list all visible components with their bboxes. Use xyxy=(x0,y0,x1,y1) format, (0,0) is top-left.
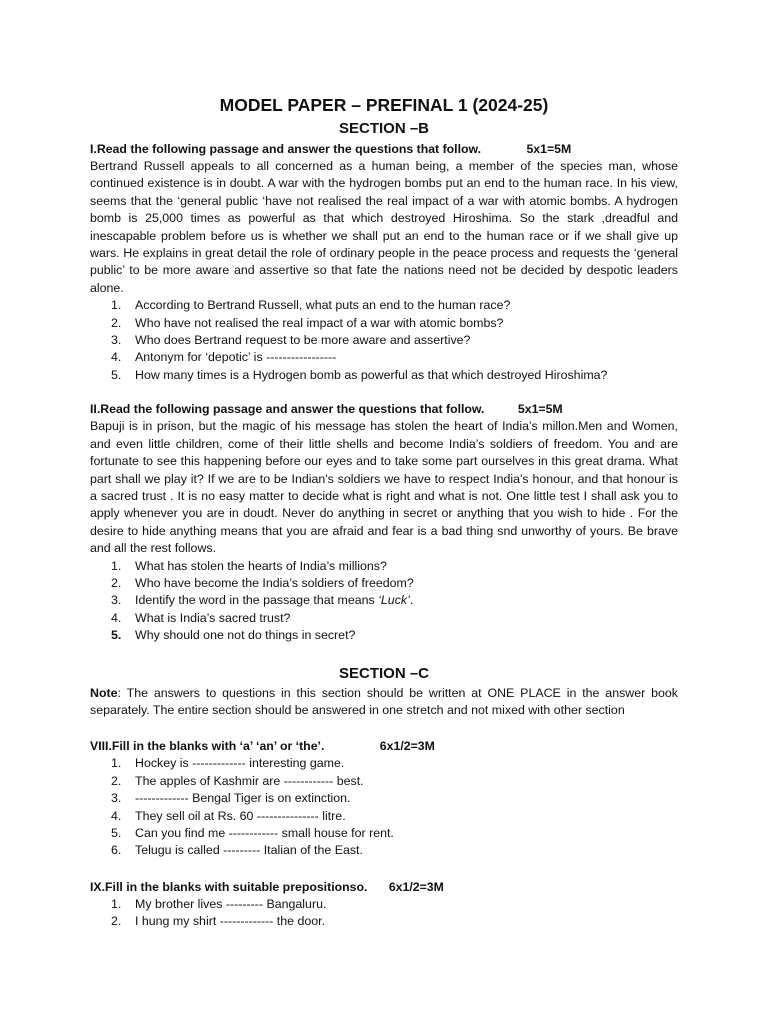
list-item xyxy=(90,297,678,314)
q2-heading-text: II.Read the following passage and answer the questions that follow. xyxy=(90,402,485,417)
item-text: Telugu is called --------- Italian of the East. xyxy=(135,843,363,858)
list-item xyxy=(90,808,678,825)
list-item xyxy=(90,315,678,332)
item-number: 1. xyxy=(111,896,122,911)
item-text: According to Bertrand Russell, what puts an end to the human race? xyxy=(135,298,511,313)
item-number: 2. xyxy=(111,575,122,590)
q2-marks: 5x1=5M xyxy=(517,402,563,417)
q9-heading-text: IX.Fill in the blanks with suitable prepositionso. xyxy=(90,879,368,894)
model-paper-page xyxy=(90,92,678,931)
item-text: Why should one not do things in secret? xyxy=(135,628,356,643)
list-item xyxy=(90,575,678,592)
item-text: How many times is a Hydrogen bomb as powerful as that which destroyed Hiroshima? xyxy=(135,367,608,382)
q1-passage: Bertrand Russell appeals to all concerned as a human being, a member of the species man, whose continued existence is in doubt. A war with the hydrogen bombs put an end to the human race. In his view, seems that the ‘general public ‘have not realised the real impact of a war with atomic bombs. A hydrogen bomb is 25,000 times as powerful as that which destroyed Hiroshima. So the stark ,dreadful and inescapable problem before us is whether we shall put an end to the human race or if we shall give up wars. He explains in great detail the role of ordinary people in the peace process and requests the ‘general public’ to be more aware and assertive so that fate the nations need not be decided by despotic leaders alone. xyxy=(90,159,678,295)
item-text: Who have become the India’s soldiers of freedom? xyxy=(135,575,414,590)
list-item xyxy=(90,349,678,366)
item-text: They sell oil at Rs. 60 --------------- litre. xyxy=(135,808,346,823)
item-text: Antonym for ‘depotic’ is ----------------- xyxy=(135,350,337,365)
note-label: Note xyxy=(90,685,118,700)
item-number: 4. xyxy=(111,350,122,365)
q2-passage: Bapuji is in prison, but the magic of his message has stolen the heart of India’s millon.Men and Women, and even little children, come of their little shells and become India’s soldiers of freedom. You and are fortunate to see this happening before our eyes and to take some part ourselves in this great drama. What part shall we play it? If we are to be Indian's soldiers we have to respect India's honour, and that honour is a sacred trust . It is no easy matter to decide what is right and what is not. One little test I shall ask you to apply whenever you are in doudt. Never do anything in secret or anything that you wish to hide . For the desire to hide anything means that you are afraid and fear is a bad thing snd unworthy of yours. Be brave and all the rest follows. xyxy=(90,419,678,556)
list-item xyxy=(90,755,678,772)
list-item xyxy=(90,367,678,384)
item-number: 6. xyxy=(111,843,122,858)
item-text: What has stolen the hearts of India’s millions? xyxy=(135,558,387,573)
section-b-heading: SECTION –B xyxy=(338,120,429,137)
item-text: What is India’s sacred trust? xyxy=(135,610,291,625)
item-text: Can you find me ------------ small house for rent. xyxy=(135,826,394,840)
item-number: 5. xyxy=(111,628,122,643)
q9-marks: 6x1/2=3M xyxy=(388,879,444,894)
item-text-tail: . xyxy=(409,593,414,608)
item-text: The apples of Kashmir are ------------ best. xyxy=(135,773,364,788)
section-c-heading: SECTION –C xyxy=(338,664,429,682)
item-text: Hockey is ------------- interesting game. xyxy=(135,756,345,771)
list-item xyxy=(90,627,678,644)
item-number: 3. xyxy=(111,593,122,608)
list-item xyxy=(90,773,678,790)
section-c-note xyxy=(90,685,678,720)
item-italic-word: ‘Luck’ xyxy=(378,593,410,608)
q8-question-list xyxy=(90,755,678,859)
item-text: I hung my shirt ------------- the door. xyxy=(135,914,326,929)
item-number: 1. xyxy=(111,298,122,313)
item-number: 3. xyxy=(111,791,122,806)
page-title: MODEL PAPER – PREFINAL 1 (2024-25) xyxy=(219,95,549,115)
item-text: ------------- Bengal Tiger is on extinction. xyxy=(135,791,351,806)
q9-heading xyxy=(90,878,678,896)
list-item xyxy=(90,610,678,627)
list-item xyxy=(90,790,678,807)
item-number: 4. xyxy=(111,610,122,625)
item-text: My brother lives --------- Bangaluru. xyxy=(135,896,327,911)
list-item xyxy=(90,558,678,575)
q1-heading-text: I.Read the following passage and answer the questions that follow. xyxy=(90,142,482,156)
item-text: Who does Bertrand request to be more aware and assertive? xyxy=(135,333,471,348)
list-item xyxy=(90,913,678,930)
item-number: 5. xyxy=(111,367,122,382)
q2-heading xyxy=(90,400,678,418)
item-number: 3. xyxy=(111,333,122,348)
list-item xyxy=(90,896,678,913)
list-item xyxy=(90,842,678,859)
q1-question-list xyxy=(90,297,678,384)
item-number: 4. xyxy=(111,808,122,823)
q9-question-list xyxy=(90,896,678,931)
q2-question-list xyxy=(90,558,678,645)
item-number: 1. xyxy=(111,558,122,573)
item-text: Who have not realised the real impact of a war with atomic bombs? xyxy=(135,315,504,330)
item-text: Identify the word in the passage that means xyxy=(135,593,379,608)
q1-marks: 5x1=5M xyxy=(526,142,572,156)
list-item xyxy=(90,592,678,609)
item-number: 2. xyxy=(111,914,122,929)
q8-heading xyxy=(90,737,678,755)
q8-marks: 6x1/2=3M xyxy=(379,739,435,754)
item-number: 1. xyxy=(111,756,122,771)
item-number: 2. xyxy=(111,315,122,330)
q8-heading-text: VIII.Fill in the blanks with ‘a’ ‘an’ or ‘the’. xyxy=(90,739,325,754)
q1-heading xyxy=(90,140,678,158)
list-item xyxy=(90,332,678,349)
item-number: 2. xyxy=(111,773,122,788)
list-item xyxy=(90,825,678,842)
note-text: : The answers to questions in this section should be written at ONE PLACE in the answer book separately. The entire section should be answered in one stretch and not mixed with other section xyxy=(90,685,678,717)
item-number: 5. xyxy=(111,826,122,840)
